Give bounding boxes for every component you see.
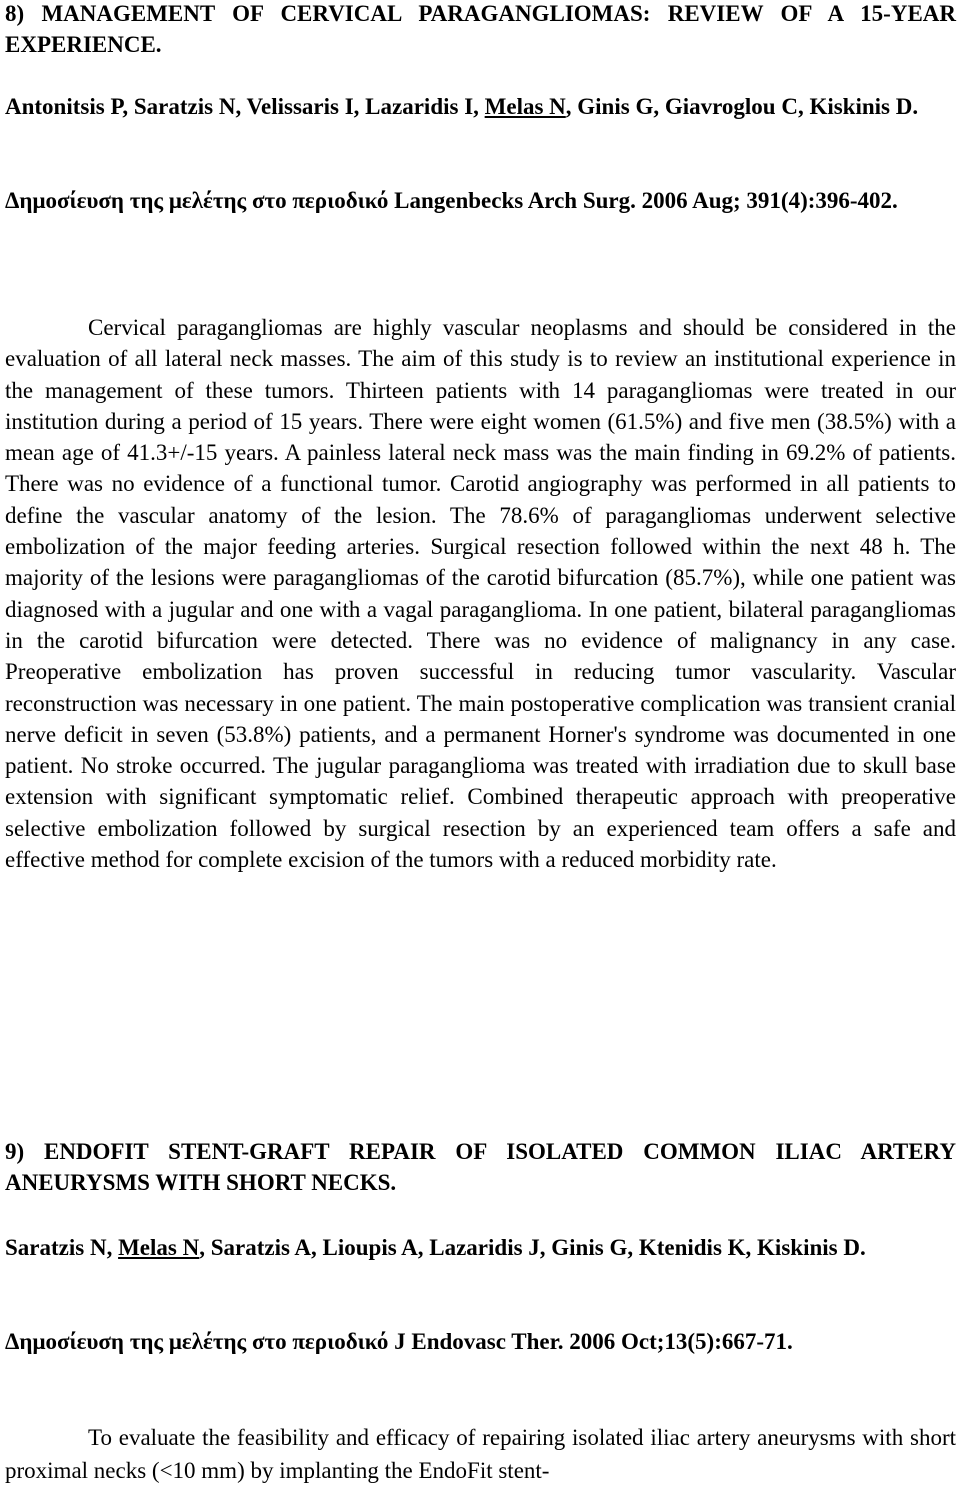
article-9-authors — [5, 1232, 956, 1263]
authors-text: Antonitsis P, Saratzis N, Velissaris I, Lazaridis I, — [5, 94, 485, 119]
highlighted-author: Melas N — [484, 94, 566, 119]
authors-text: , Saratzis A, Lioupis A, Lazaridis J, Ginis G, Ktenidis K, Kiskinis D. — [199, 1235, 866, 1260]
article-9-title: 9) ENDOFIT STENT-GRAFT REPAIR OF ISOLATED COMMON ILIAC ARTERY ANEURYSMS WITH SHORT NECKS. — [5, 1139, 956, 1195]
highlighted-author: Melas N — [118, 1235, 200, 1260]
article-9-abstract: To evaluate the feasibility and efficacy of repairing isolated iliac artery aneurysms with short proximal necks (<10 mm) by implanting the EndoFit stent- — [5, 1425, 956, 1483]
article-8-publication: Δημοσίευση της μελέτης στο περιοδικό Langenbecks Arch Surg. 2006 Aug; 391(4):396-402. — [5, 188, 898, 213]
article-8-abstract: Cervical paragangliomas are highly vascular neoplasms and should be considered in the evaluation of all lateral neck masses. The aim of this study is to review an institutional experience in the management of these tumors. Thirteen patients with 14 paragangliomas were treated in our institution during a period of 15 years. There were eight women (61.5%) and five men (38.5%) with a mean age of 41.3+/-15 years. A painless lateral neck mass was the main finding in 69.2% of patients. There was no evidence of a functional tumor. Carotid angiography was performed in all patients to define the vascular anatomy of the lesion. The 78.6% of paragangliomas underwent selective embolization of the major feeding arteries. Surgical resection followed within the next 48 h. The majority of the lesions were paragangliomas of the carotid bifurcation (85.7%), while one patient was diagnosed with a jugular and one with a vagal paraganglioma. In one patient, bilateral paragangliomas in the carotid bifurcation were detected. There was no evidence of malignancy in any case. Preoperative embolization has proven successful in reducing tumor vascularity. Vascular reconstruction was necessary in one patient. The main postoperative complication was transient cranial nerve deficit in seven (53.8%) patients, and a permanent Horner's syndrome was documented in one patient. No stroke occurred. The jugular paraganglioma was treated with irradiation due to skull base extension with significant symptomatic relief. Combined therapeutic approach with preoperative selective embolization followed by surgical resection by an experienced team offers a safe and effective method for complete excision of the tumors with a reduced morbidity rate. — [5, 315, 956, 873]
article-8-authors — [5, 91, 956, 122]
article-8-title: 8) MANAGEMENT OF CERVICAL PARAGANGLIOMAS: REVIEW OF A 15-YEAR EXPERIENCE. — [5, 1, 956, 57]
authors-text: Saratzis N, — [5, 1235, 119, 1260]
article-9-publication: Δημοσίευση της μελέτης στο περιοδικό J Endovasc Ther. 2006 Oct;13(5):667-71. — [5, 1329, 793, 1354]
authors-text: , Ginis G, Giavroglou C, Kiskinis D. — [565, 94, 919, 119]
